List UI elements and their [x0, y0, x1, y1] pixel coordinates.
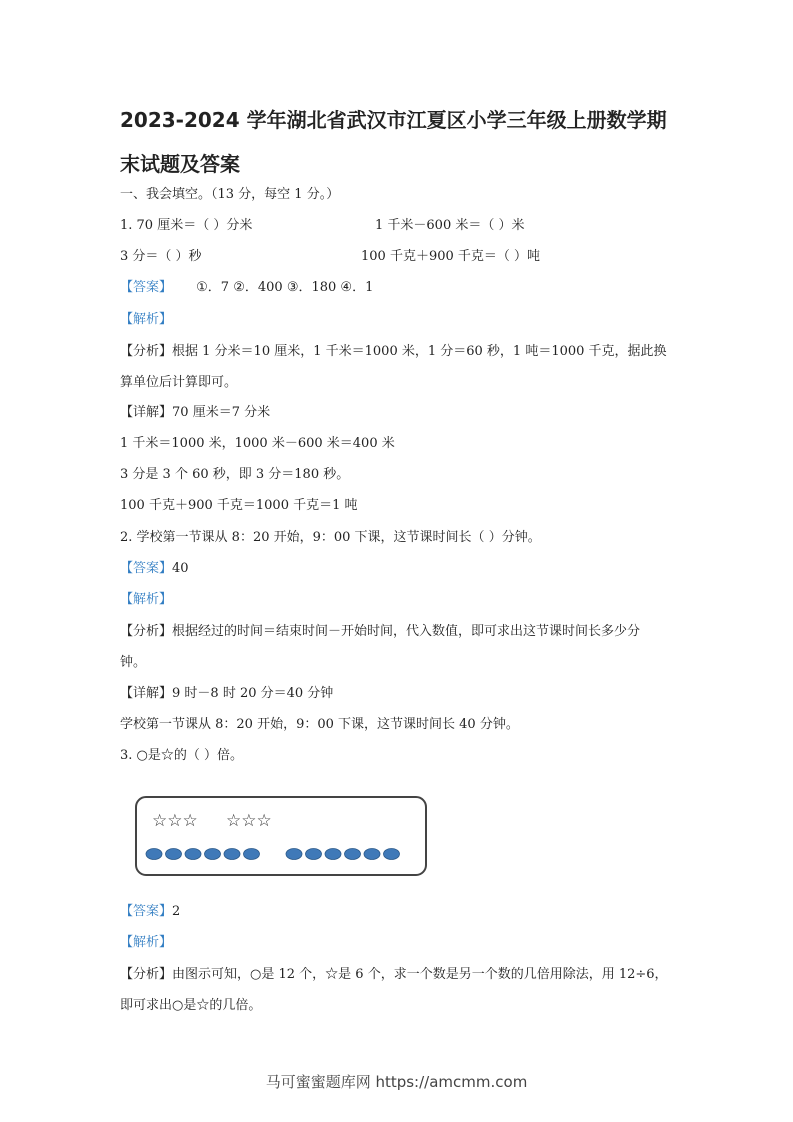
ellipse-group	[146, 849, 400, 860]
page-title-line1: 2023-2024 学年湖北省武汉市江夏区小学三年级上册数学期	[120, 108, 667, 132]
circle-shape	[224, 849, 240, 860]
star-group-2: ☆☆☆	[226, 811, 272, 831]
q1-jiexi-tag: 【解析】	[120, 312, 173, 327]
q1-fenxi-text1: 根据 1 分米＝10 厘米，1 千米＝1000 米，1 分＝60 秒，1 吨＝1000 千克，据此换	[172, 344, 667, 359]
q1-item-c: 3 分＝（ ）秒	[120, 249, 202, 264]
circle-shape	[185, 849, 201, 860]
fenxi-tag: 【分析】	[120, 344, 173, 359]
section-heading: 一、我会填空。（13 分，每空 1 分。）	[120, 187, 340, 202]
answer-tag: 【答案】	[120, 561, 173, 576]
q3-jiexi-tag: 【解析】	[120, 935, 173, 950]
circle-shape	[166, 849, 182, 860]
circle-shape	[146, 849, 162, 860]
xiangjie-tag: 【详解】	[120, 405, 173, 420]
q1-item-d: 100 千克＋900 千克＝（ ）吨	[361, 249, 541, 264]
q1-fenxi-line1	[120, 343, 667, 361]
star-group-1: ☆☆☆	[152, 811, 198, 831]
fenxi-tag: 【分析】	[120, 967, 173, 982]
q2-answer-line	[120, 560, 189, 578]
q1-answer: ①．7 ②．400 ③．180 ④．1	[196, 280, 374, 295]
q3-fenxi-line1	[120, 966, 668, 984]
q1-answer-line	[120, 279, 373, 297]
q1-xiangjie-text1: 70 厘米＝7 分米	[172, 405, 271, 420]
answer-tag: 【答案】	[120, 904, 173, 919]
answer-tag: 【答案】	[120, 280, 173, 295]
q3-fenxi-text1: 由图示可知，○是 12 个，☆是 6 个，求一个数是另一个数的几倍用除法，用 12÷6，	[172, 967, 668, 982]
circle-shape	[244, 849, 260, 860]
q1-fenxi-line2: 算单位后计算即可。	[120, 375, 238, 390]
q1-xiangjie-line4: 100 千克＋900 千克＝1000 千克＝1 吨	[120, 498, 358, 513]
q1-item-b: 1 千米－600 米＝（ ）米	[375, 218, 525, 233]
q1-xiangjie-line2: 1 千米＝1000 米，1000 米－600 米＝400 米	[120, 436, 395, 451]
q2-fenxi-text1: 根据经过的时间＝结束时间－开始时间，代入数值，即可求出这节课时间长多少分	[172, 624, 641, 639]
q3-fenxi-line2: 即可求出○是☆的几倍。	[120, 998, 262, 1013]
q2-answer: 40	[172, 561, 189, 576]
stars-circles-figure	[134, 795, 428, 877]
q3-answer: 2	[172, 904, 181, 919]
xiangjie-tag: 【详解】	[120, 686, 173, 701]
q1-xiangjie-line1	[120, 404, 270, 422]
circle-shape	[384, 849, 400, 860]
q3-question: 3. ○是☆的（ ）倍。	[120, 748, 244, 763]
fenxi-tag: 【分析】	[120, 624, 173, 639]
q1-item-a: 1. 70 厘米＝（ ）分米	[120, 218, 253, 233]
q2-xiangjie-line2: 学校第一节课从 8：20 开始，9：00 下课，这节课时间长 40 分钟。	[120, 717, 519, 732]
page-title-line2: 末试题及答案	[120, 152, 240, 176]
q2-xiangjie-line1	[120, 685, 333, 703]
circle-shape	[306, 849, 322, 860]
circle-shape	[345, 849, 361, 860]
circle-shape	[286, 849, 302, 860]
footer-watermark: 马可蜜蜜题库网 https://amcmm.com	[265, 1073, 528, 1091]
circle-shape	[205, 849, 221, 860]
q2-jiexi-tag: 【解析】	[120, 592, 173, 607]
q1-xiangjie-line3: 3 分是 3 个 60 秒，即 3 分＝180 秒。	[120, 467, 350, 482]
q2-xiangjie-text1: 9 时－8 时 20 分＝40 分钟	[172, 686, 334, 701]
circle-shape	[325, 849, 341, 860]
q2-fenxi-line2: 钟。	[120, 655, 147, 670]
q2-question: 2. 学校第一节课从 8：20 开始，9：00 下课，这节课时间长（ ）分钟。	[120, 530, 541, 545]
circle-shape	[364, 849, 380, 860]
q3-answer-line	[120, 903, 180, 921]
figure-frame	[136, 797, 426, 875]
q2-fenxi-line1	[120, 623, 640, 641]
